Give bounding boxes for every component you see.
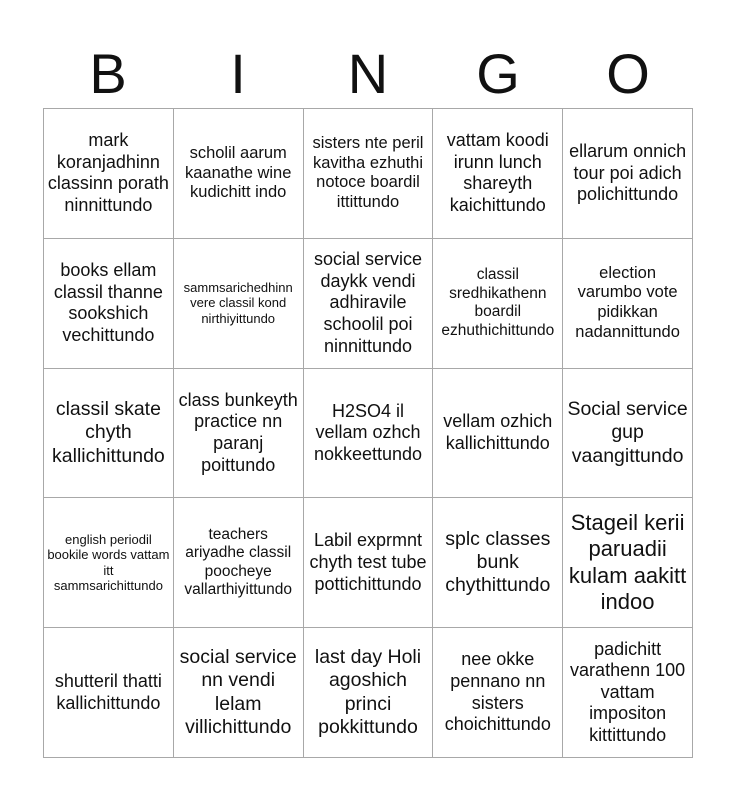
bingo-cell[interactable]: class bunkeyth practice nn paranj poittundo (174, 369, 304, 499)
bingo-cell[interactable]: last day Holi agoshich princi pokkittundo (304, 628, 434, 758)
bingo-cell[interactable]: shutteril thatti kallichittundo (44, 628, 174, 758)
bingo-grid (43, 108, 693, 758)
bingo-cell[interactable]: social service nn vendi lelam villichittundo (174, 628, 304, 758)
bingo-cell[interactable]: padichitt varathenn 100 vattam impositon kittittundo (563, 628, 693, 758)
bingo-cell[interactable]: teachers ariyadhe classil poocheye vallarthiyittundo (174, 498, 304, 628)
bingo-cell[interactable]: Social service gup vaangittundo (563, 369, 693, 499)
bingo-cell[interactable]: Labil exprmnt chyth test tube pottichittundo (304, 498, 434, 628)
bingo-cell[interactable]: election varumbo vote pidikkan nadannittundo (563, 239, 693, 369)
bingo-cell[interactable]: mark koranjadhinn classinn porath ninnittundo (44, 109, 174, 239)
header-letter-b: B (89, 42, 127, 105)
bingo-cell[interactable]: nee okke pennano nn sisters choichittundo (433, 628, 563, 758)
bingo-cell[interactable]: vellam ozhich kallichittundo (433, 369, 563, 499)
bingo-cell[interactable]: Stageil kerii paruadii kulam aakitt indoo (563, 498, 693, 628)
bingo-cell[interactable]: english periodil bookile words vattam itt sammsarichittundo (44, 498, 174, 628)
bingo-cell[interactable]: scholil aarum kaanathe wine kudichitt indo (174, 109, 304, 239)
bingo-cell[interactable]: ellarum onnich tour poi adich polichittundo (563, 109, 693, 239)
bingo-cell[interactable]: splc classes bunk chythittundo (433, 498, 563, 628)
bingo-cell[interactable]: classil sredhikathenn boardil ezhuthichittundo (433, 239, 563, 369)
bingo-cell[interactable]: sisters nte peril kavitha ezhuthi notoce boardil ittittundo (304, 109, 434, 239)
bingo-cell[interactable]: sammsarichedhinn vere classil kond nirthiyittundo (174, 239, 304, 369)
bingo-cell[interactable]: vattam koodi irunn lunch shareyth kaichittundo (433, 109, 563, 239)
header-letter-o: O (606, 42, 650, 105)
bingo-header (43, 40, 693, 108)
bingo-cell[interactable]: books ellam classil thanne sookshich vechittundo (44, 239, 174, 369)
header-letter-g: G (476, 42, 520, 105)
bingo-cell[interactable]: social service daykk vendi adhiravile schoolil poi ninnittundo (304, 239, 434, 369)
bingo-cell[interactable]: H2SO4 il vellam ozhch nokkeettundo (304, 369, 434, 499)
header-letter-i: I (230, 42, 246, 105)
header-letter-n: N (347, 42, 389, 105)
bingo-cell[interactable]: classil skate chyth kallichittundo (44, 369, 174, 499)
